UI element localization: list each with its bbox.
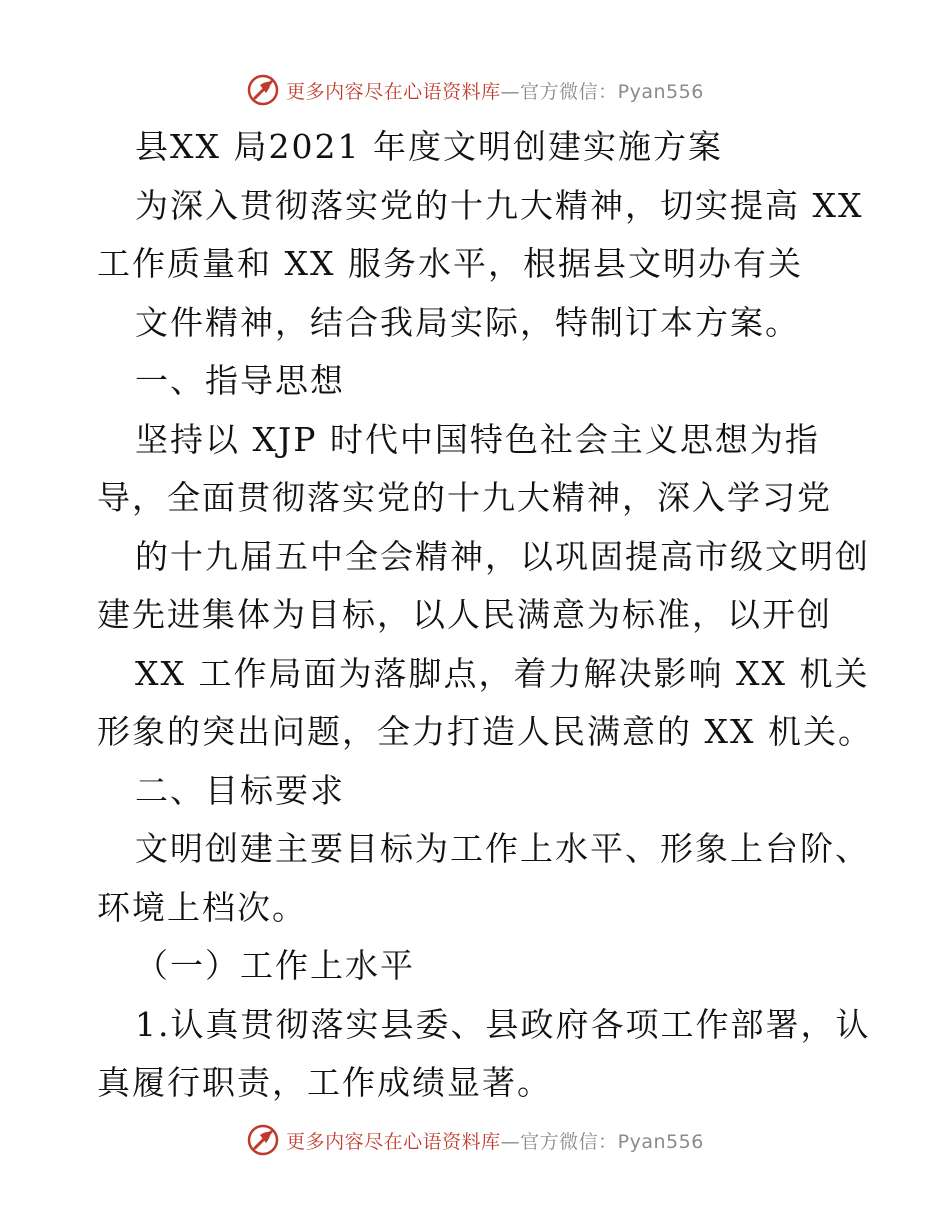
paragraph-line: 文件精神，结合我局实际，特制订本方案。	[135, 303, 800, 342]
paragraph-line: 1.认真贯彻落实县委、县政府各项工作部署，认	[135, 1005, 871, 1044]
footer-watermark	[0, 1120, 950, 1160]
document-title: 县XX 局2021 年度文明创建实施方案	[135, 127, 723, 166]
feather-pen-logo-icon	[246, 1123, 280, 1157]
paragraph-line: 真履行职责，工作成绩显著。	[97, 1063, 552, 1102]
section-heading: 一、指导思想	[135, 361, 345, 400]
paragraph-line: 文明创建主要目标为工作上水平、形象上台阶、	[135, 829, 870, 868]
feather-pen-logo-icon	[246, 73, 280, 107]
paragraph-line: 的十九届五中全会精神，以巩固提高市级文明创	[135, 537, 870, 576]
paragraph-line: XX 工作局面为落脚点，着力解决影响 XX 机关	[135, 654, 870, 693]
header-watermark	[0, 70, 950, 110]
paragraph-line: 形象的突出问题，全力打造人民满意的 XX 机关。	[97, 712, 873, 751]
paragraph-line: 工作质量和 XX 服务水平，根据县文明办有关	[97, 244, 803, 283]
paragraph-line: 为深入贯彻落实党的十九大精神，切实提高 XX	[135, 186, 864, 225]
paragraph-line: 建先进集体为目标，以人民满意为标准，以开创	[97, 595, 832, 634]
section-heading: 二、目标要求	[135, 771, 345, 810]
paragraph-line: 导，全面贯彻落实党的十九大精神，深入学习党	[97, 478, 832, 517]
watermark-text: 更多内容尽在心语资料库—官方微信：Pyan556	[286, 1130, 704, 1153]
paragraph-line: 环境上档次。	[97, 888, 307, 927]
watermark-text: 更多内容尽在心语资料库—官方微信：Pyan556	[286, 80, 704, 103]
subsection-heading: （一）工作上水平	[135, 946, 415, 985]
paragraph-line: 坚持以 XJP 时代中国特色社会主义思想为指	[135, 420, 820, 459]
